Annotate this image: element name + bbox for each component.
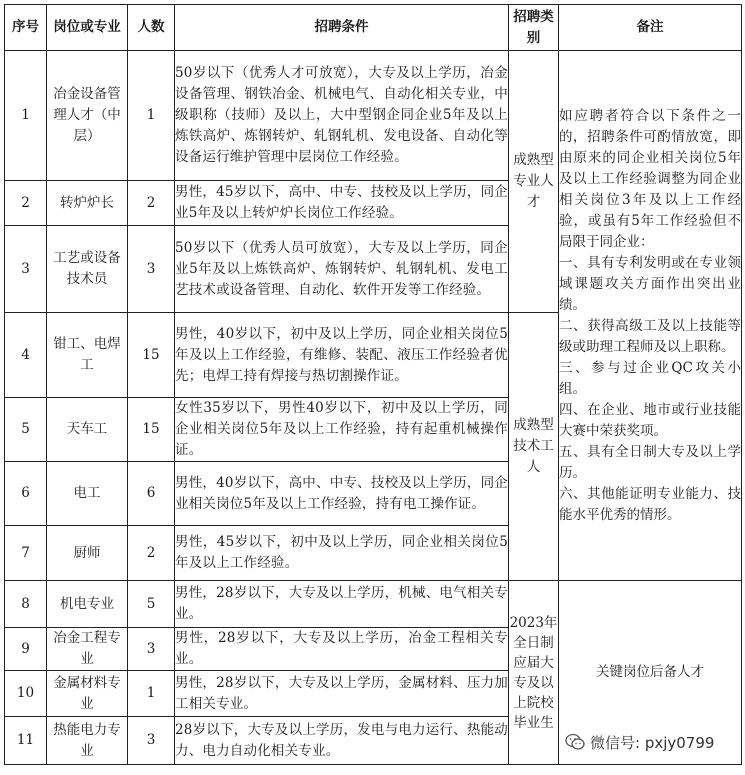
- header-conditions: 招聘条件: [175, 5, 509, 51]
- category-mature-skilled: 成熟型技术工人: [509, 313, 559, 581]
- row-conditions: 男性，45岁以下，初中及以上学历，同企业相关岗位5年及以上工作经验。: [175, 526, 509, 581]
- row-position: 冶金工程专业: [47, 628, 128, 671]
- row-no: 4: [5, 313, 47, 398]
- row-no: 6: [5, 462, 47, 526]
- row-conditions: 女性35岁以下，男性40岁以下，初中及以上学历，同企业相关岗位5年及以上工作经验，持有起重机械操作证。: [175, 398, 509, 462]
- row-position: 厨师: [47, 526, 128, 581]
- row-position: 工艺或设备技术员: [47, 226, 128, 313]
- row-position: 金属材料专业: [47, 671, 128, 717]
- recruitment-table: [4, 4, 742, 765]
- row-count: 2: [128, 181, 175, 226]
- row-position: 冶金设备管理人才（中层）: [47, 51, 128, 181]
- row-conditions: 28岁以下，大专及以上学历，发电与电力运行、热能动力、电力自动化相关专业。: [175, 717, 509, 765]
- notes-graduates: 关键岗位后备人才: [559, 581, 742, 765]
- header-count: 人数: [128, 5, 175, 51]
- row-count: 5: [128, 581, 175, 628]
- row-no: 8: [5, 581, 47, 628]
- row-no: 5: [5, 398, 47, 462]
- row-no: 9: [5, 628, 47, 671]
- row-conditions: 男性，45岁以下，高中、中专、技校及以上学历，同企业5年及以上转炉炉长岗位工作经验。: [175, 181, 509, 226]
- row-no: 2: [5, 181, 47, 226]
- row-position: 钳工、电焊工: [47, 313, 128, 398]
- header-notes: 备注: [559, 5, 742, 51]
- watermark-text: 微信号: pxjy0799: [590, 733, 715, 752]
- row-conditions: 50岁以下（优秀人员可放宽），大专及以上学历，同企业5年及以上炼铁高炉、炼钢转炉、轧钢轧机、发电工艺技术或设备管理、自动化、软件开发等工作经验。: [175, 226, 509, 313]
- row-count: 3: [128, 717, 175, 765]
- header-no: 序号: [5, 5, 47, 51]
- wechat-icon: [565, 733, 585, 751]
- notes-experienced: 如应聘者符合以下条件之一的，招聘条件可酌情放宽，即由原来的同企业相关岗位5年及以上工作经验调整为同企业相关岗位3年及以上工作经验，或虽有5年工作经验但不局限于同企业： 一、具有专利发明或在专业领域课题攻关方面作出突出业绩。 二、获得高级工及以上技能等级或助理工程师及以上职称。 三、参与过企业QC攻关小组。 四、在企业、地市或行业技能大赛中荣获奖项。 五、具有全日制大专及以上学历。 六、其他能证明专业能力、技能水平优秀的情形。: [559, 51, 742, 581]
- row-position: 电工: [47, 462, 128, 526]
- row-count: 1: [128, 671, 175, 717]
- row-count: 3: [128, 628, 175, 671]
- category-mature-professional: 成熟型专业人才: [509, 51, 559, 313]
- row-no: 3: [5, 226, 47, 313]
- row-count: 3: [128, 226, 175, 313]
- row-position: 转炉炉长: [47, 181, 128, 226]
- row-position: 天车工: [47, 398, 128, 462]
- header-row: [5, 5, 742, 51]
- row-count: 15: [128, 313, 175, 398]
- row-conditions: 男性，40岁以下，初中及以上学历，同企业相关岗位5年及以上工作经验，有维修、装配、液压工作经验者优先；电焊工持有焊接与热切割操作证。: [175, 313, 509, 398]
- row-position: 机电专业: [47, 581, 128, 628]
- header-category: 招聘类别: [509, 5, 559, 51]
- row-conditions: 男性，28岁以下，大专及以上学历，冶金工程相关专业。: [175, 628, 509, 671]
- row-no: 10: [5, 671, 47, 717]
- row-count: 15: [128, 398, 175, 462]
- row-conditions: 男性，40岁以下，高中、中专、技校及以上学历，同企业相关岗位5年及以上工作经验，持有电工操作证。: [175, 462, 509, 526]
- category-graduates: 2023年全日制应届大专及以上院校毕业生: [509, 581, 559, 765]
- row-conditions: 男性，28岁以下，大专及以上学历，机械、电气相关专业。: [175, 581, 509, 628]
- table-row: [5, 581, 742, 628]
- row-count: 6: [128, 462, 175, 526]
- row-conditions: 50岁以下（优秀人才可放宽），大专及以上学历，冶金设备管理、钢铁冶金、机械电气、自动化相关专业，中级职称（技师）及以上，大中型钢企同企业5年及以上炼铁高炉、炼钢转炉、轧钢轧机、发电设备、自动化等设备运行维护管理中层岗位工作经验。: [175, 51, 509, 181]
- row-position: 热能电力专业: [47, 717, 128, 765]
- row-no: 1: [5, 51, 47, 181]
- row-no: 7: [5, 526, 47, 581]
- row-conditions: 男性，28岁以下，大专及以上学历，金属材料、压力加工相关专业。: [175, 671, 509, 717]
- header-position: 岗位或专业: [47, 5, 128, 51]
- table-row: [5, 51, 742, 181]
- row-count: 1: [128, 51, 175, 181]
- row-no: 11: [5, 717, 47, 765]
- row-count: 2: [128, 526, 175, 581]
- wechat-watermark: [565, 731, 735, 753]
